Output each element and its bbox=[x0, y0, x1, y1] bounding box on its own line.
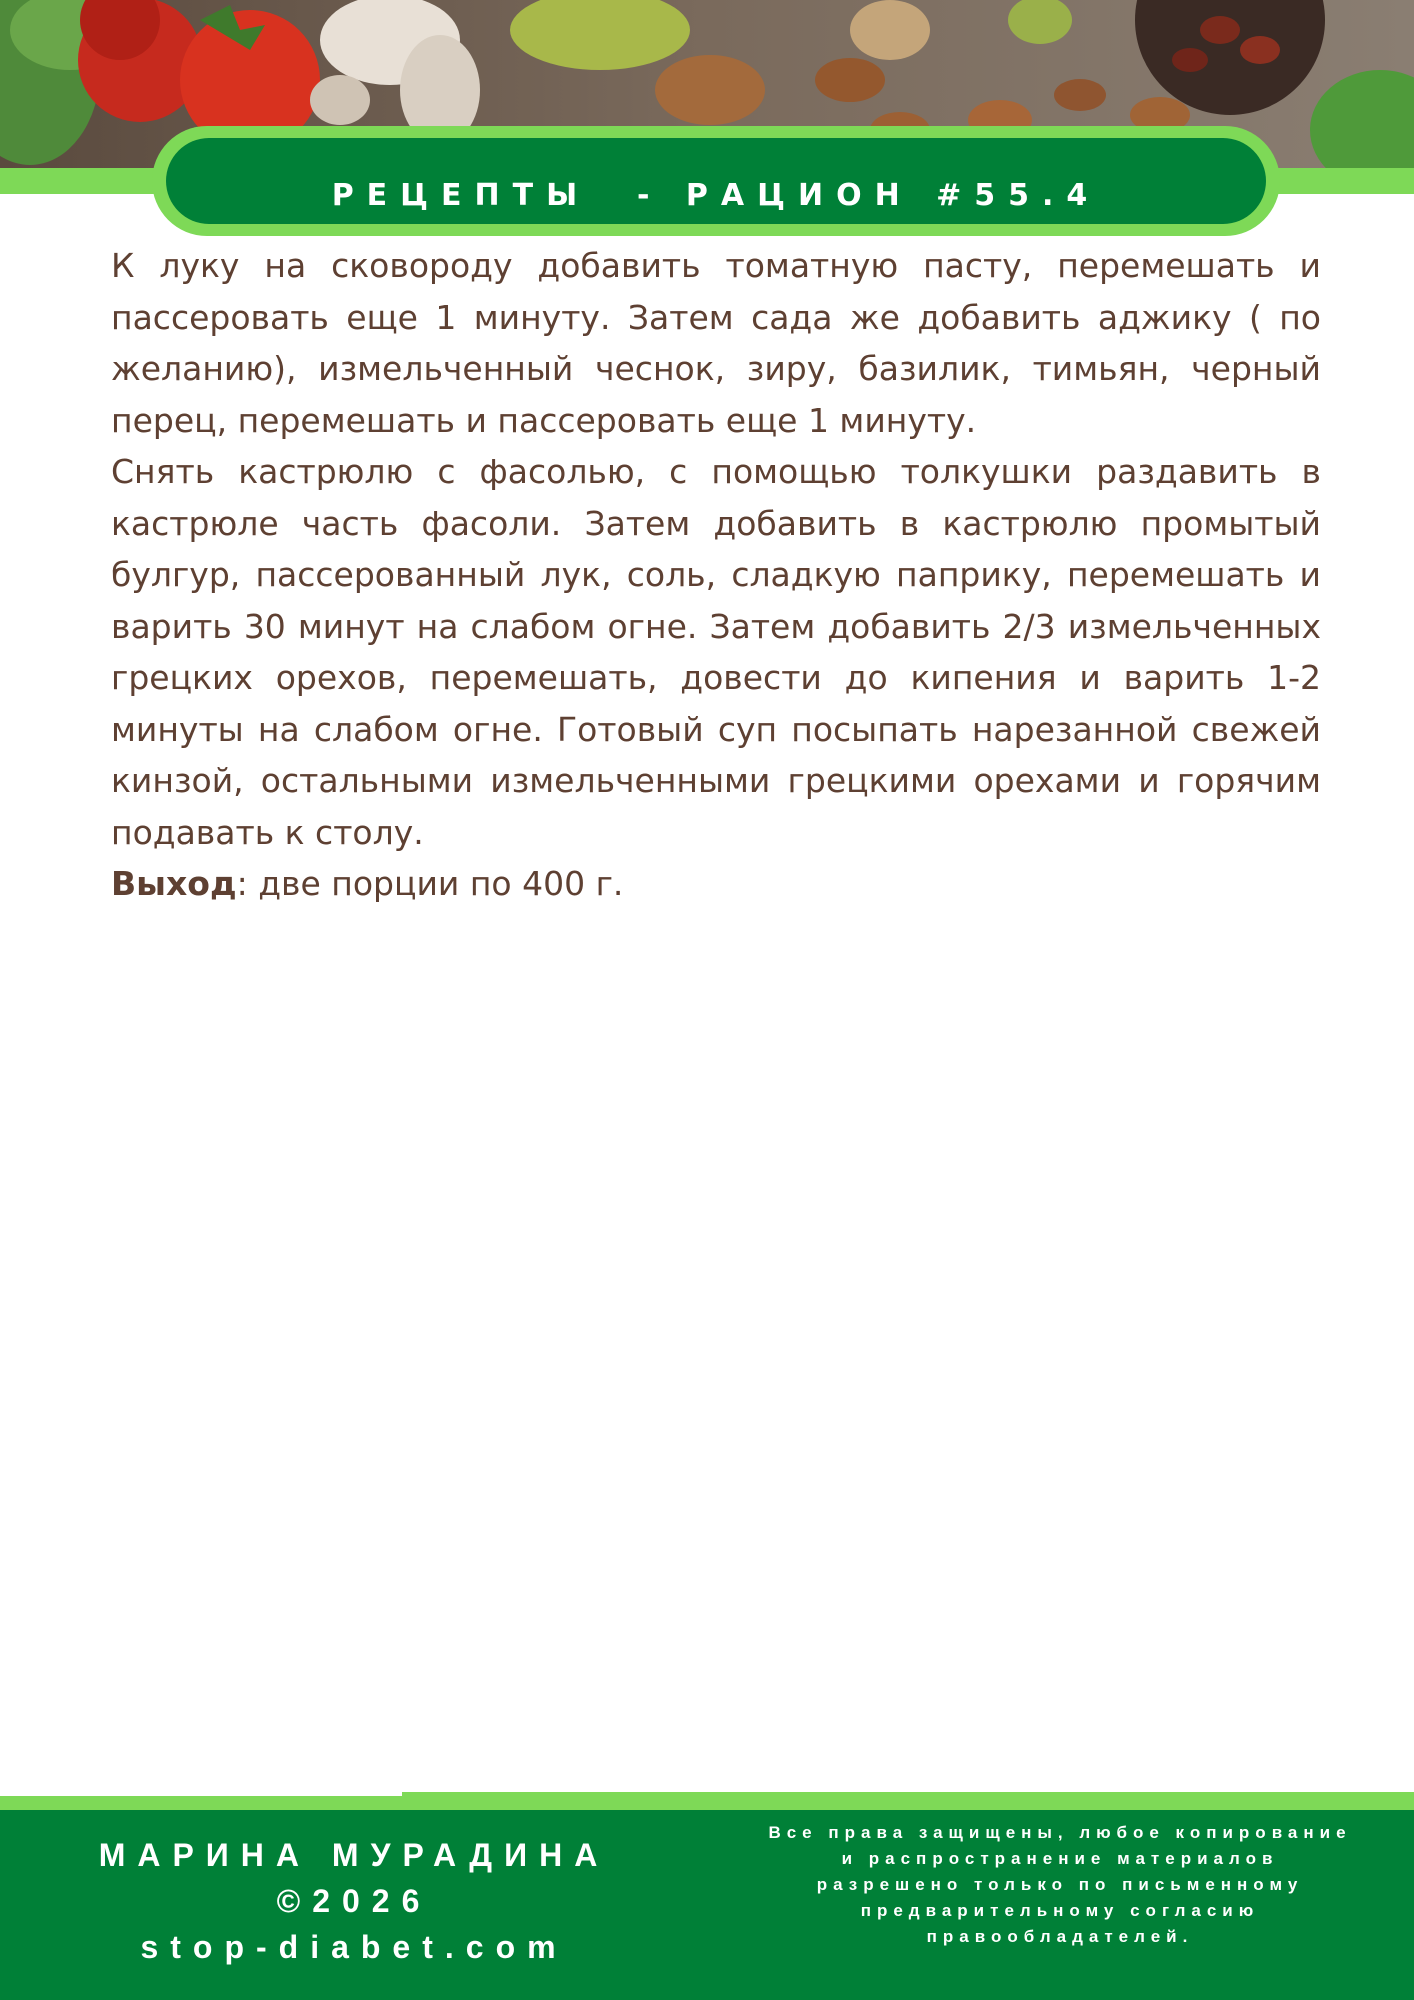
yield-label: Выход bbox=[111, 864, 237, 903]
recipe-yield bbox=[111, 858, 1321, 910]
rights-line-1: Все права защищены, любое копирование bbox=[768, 1823, 1352, 1842]
rights-line-5: правообладателей. bbox=[926, 1927, 1194, 1946]
footer-rights-notice bbox=[735, 1820, 1385, 1950]
recipe-content bbox=[111, 240, 1321, 910]
yield-value: : две порции по 400 г. bbox=[236, 864, 624, 903]
site-link[interactable]: stop-diabet.com bbox=[140, 1929, 568, 1965]
copyright: ©2026 bbox=[276, 1883, 432, 1919]
footer-stripe-left bbox=[0, 1796, 402, 1810]
recipe-paragraph-1: К луку на сковороду добавить томатную пасту, перемешать и пассеровать еще 1 минуту. Затем сада же добавить аджику ( по желанию), измельченный чеснок, зиру, базилик, тимьян, черный перец, перемешать и пассеровать еще 1 минуту. bbox=[111, 246, 1321, 440]
author-name: МАРИНА МУРАДИНА bbox=[98, 1837, 610, 1873]
rights-line-3: разрешено только по письменному bbox=[816, 1875, 1304, 1894]
rights-line-2: и распространение материалов bbox=[841, 1849, 1279, 1868]
rights-line-4: предварительному согласию bbox=[860, 1901, 1260, 1920]
footer-stripe-right bbox=[402, 1792, 1414, 1810]
recipe-paragraph-2: Снять кастрюлю с фасолью, с помощью толкушки раздавить в кастрюле часть фасоли. Затем добавить в кастрюлю промытый булгур, пассерованный лук, соль, сладкую паприку, перемешать и варить 30 минут на слабом огне. Затем добавить 2/3 измельченных грецких орехов, перемешать, довести до кипения и варить 1-2 минуты на слабом огне. Готовый суп посыпать нарезанной свежей кинзой, остальными измельченными грецкими орехами и горячим подавать к столу. bbox=[111, 452, 1321, 852]
footer-author-block bbox=[0, 1832, 708, 1970]
page-title: РЕЦЕПТЫ - РАЦИОН #55.4 bbox=[331, 178, 1101, 213]
